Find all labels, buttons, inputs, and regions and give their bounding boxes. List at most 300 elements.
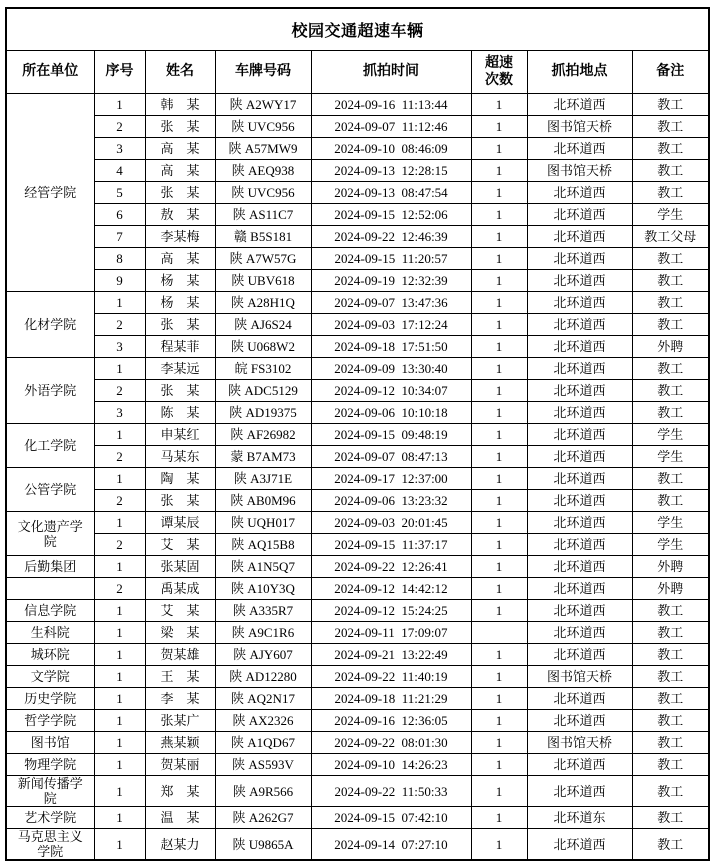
remark-cell: 教工 [632,292,709,314]
table-row [6,754,709,776]
serial-cell: 1 [94,622,145,644]
remark-cell: 教工父母 [632,226,709,248]
remark-cell: 教工 [632,688,709,710]
time-cell: 2024-09-19 12:32:39 [311,270,471,292]
remark-cell: 教工 [632,468,709,490]
name-cell: 李 某 [145,688,215,710]
time-cell: 2024-09-22 12:26:41 [311,556,471,578]
name-cell: 高 某 [145,160,215,182]
remark-cell: 教工 [632,314,709,336]
serial-cell: 2 [94,490,145,512]
table-row [6,622,709,644]
time-cell: 2024-09-18 11:21:29 [311,688,471,710]
table-row [6,468,709,490]
plate-cell: 赣 B5S181 [215,226,311,248]
count-cell: 1 [471,138,527,160]
plate-cell: 陕 AQ2N17 [215,688,311,710]
table-head [6,8,709,94]
location-cell: 北环道西 [527,380,632,402]
count-cell: 1 [471,424,527,446]
location-cell: 图书馆天桥 [527,160,632,182]
remark-cell: 教工 [632,380,709,402]
count-cell: 1 [471,534,527,556]
plate-cell: 皖 FS3102 [215,358,311,380]
serial-cell: 1 [94,600,145,622]
table-row [6,534,709,556]
remark-cell: 教工 [632,807,709,829]
remark-cell: 学生 [632,446,709,468]
unit-cell: 艺术学院 [6,807,94,829]
plate-cell: 陕 ADC5129 [215,380,311,402]
count-cell: 1 [471,358,527,380]
time-cell: 2024-09-15 11:37:17 [311,534,471,556]
table-row [6,402,709,424]
location-cell: 北环道西 [527,600,632,622]
column-header-serial: 序号 [94,51,145,94]
name-cell: 陈 某 [145,402,215,424]
remark-cell: 教工 [632,710,709,732]
name-cell: 张 某 [145,380,215,402]
count-cell: 1 [471,402,527,424]
location-cell: 北环道西 [527,358,632,380]
column-header-name: 姓名 [145,51,215,94]
location-cell: 北环道西 [527,336,632,358]
serial-cell: 7 [94,226,145,248]
remark-cell: 教工 [632,160,709,182]
name-cell: 张某固 [145,556,215,578]
unit-cell: 化工学院 [6,424,94,468]
count-cell: 1 [471,94,527,116]
count-cell: 1 [471,776,527,807]
name-cell: 郑 某 [145,776,215,807]
unit-cell: 物理学院 [6,754,94,776]
serial-cell: 6 [94,204,145,226]
time-cell: 2024-09-13 08:47:54 [311,182,471,204]
table-row [6,380,709,402]
location-cell: 北环道东 [527,807,632,829]
table-row [6,314,709,336]
location-cell: 图书馆天桥 [527,732,632,754]
count-cell: 1 [471,336,527,358]
serial-cell: 5 [94,182,145,204]
unit-cell: 城环院 [6,644,94,666]
location-cell: 北环道西 [527,622,632,644]
speeding-vehicles-table [5,7,710,861]
count-cell: 1 [471,710,527,732]
unit-cell: 公管学院 [6,468,94,512]
time-cell: 2024-09-15 09:48:19 [311,424,471,446]
time-cell: 2024-09-09 13:30:40 [311,358,471,380]
name-cell: 陶 某 [145,468,215,490]
plate-cell: 陕 AS11C7 [215,204,311,226]
table-row [6,829,709,861]
plate-cell: 陕 A10Y3Q [215,578,311,600]
time-cell: 2024-09-15 07:42:10 [311,807,471,829]
location-cell: 北环道西 [527,688,632,710]
remark-cell: 教工 [632,732,709,754]
count-cell: 1 [471,446,527,468]
column-header-unit: 所在单位 [6,51,94,94]
table-row [6,732,709,754]
unit-cell: 生科院 [6,622,94,644]
serial-cell: 1 [94,512,145,534]
count-cell: 1 [471,807,527,829]
name-cell: 贺某丽 [145,754,215,776]
serial-cell: 1 [94,829,145,861]
unit-cell: 经管学院 [6,94,94,292]
remark-cell: 外聘 [632,578,709,600]
count-cell: 1 [471,644,527,666]
serial-cell: 1 [94,292,145,314]
serial-cell: 2 [94,446,145,468]
serial-cell: 1 [94,468,145,490]
count-cell: 1 [471,468,527,490]
location-cell: 北环道西 [527,424,632,446]
serial-cell: 1 [94,556,145,578]
plate-cell: 陕 A2WY17 [215,94,311,116]
time-cell: 2024-09-07 08:47:13 [311,446,471,468]
time-cell: 2024-09-07 11:12:46 [311,116,471,138]
name-cell: 敖 某 [145,204,215,226]
table-row [6,358,709,380]
name-cell: 程某菲 [145,336,215,358]
time-cell: 2024-09-12 10:34:07 [311,380,471,402]
plate-cell: 陕 AF26982 [215,424,311,446]
location-cell: 北环道西 [527,182,632,204]
serial-cell: 1 [94,644,145,666]
table-row [6,204,709,226]
name-cell: 梁 某 [145,622,215,644]
location-cell: 图书馆天桥 [527,116,632,138]
plate-cell: 陕 A262G7 [215,807,311,829]
location-cell: 北环道西 [527,468,632,490]
time-cell: 2024-09-22 11:40:19 [311,666,471,688]
plate-cell: 陕 A3J71E [215,468,311,490]
time-cell: 2024-09-06 10:10:18 [311,402,471,424]
time-cell: 2024-09-18 17:51:50 [311,336,471,358]
plate-cell: 陕 U068W2 [215,336,311,358]
time-cell: 2024-09-11 17:09:07 [311,622,471,644]
location-cell: 北环道西 [527,578,632,600]
count-cell: 1 [471,380,527,402]
time-cell: 2024-09-22 11:50:33 [311,776,471,807]
time-cell: 2024-09-15 11:20:57 [311,248,471,270]
count-cell: 1 [471,182,527,204]
name-cell: 杨 某 [145,292,215,314]
table-row [6,116,709,138]
remark-cell: 教工 [632,644,709,666]
unit-cell: 文学院 [6,666,94,688]
name-cell: 王 某 [145,666,215,688]
table-row [6,600,709,622]
table-row [6,776,709,807]
plate-cell: 陕 A9R566 [215,776,311,807]
location-cell: 北环道西 [527,446,632,468]
time-cell: 2024-09-17 12:37:00 [311,468,471,490]
remark-cell: 学生 [632,204,709,226]
time-cell: 2024-09-12 15:24:25 [311,600,471,622]
table-row [6,138,709,160]
plate-cell: 陕 AJ6S24 [215,314,311,336]
table-row [6,182,709,204]
table-row [6,292,709,314]
name-cell: 艾 某 [145,600,215,622]
table-body [6,94,709,861]
remark-cell: 学生 [632,424,709,446]
plate-cell: 陕 A57MW9 [215,138,311,160]
remark-cell: 教工 [632,270,709,292]
plate-cell: 陕 U9865A [215,829,311,861]
count-cell: 1 [471,490,527,512]
location-cell: 北环道西 [527,204,632,226]
column-header-remark: 备注 [632,51,709,94]
plate-cell: 陕 AEQ938 [215,160,311,182]
header-row [6,51,709,94]
count-cell: 1 [471,512,527,534]
table-row [6,94,709,116]
plate-cell: 陕 AB0M96 [215,490,311,512]
location-cell: 图书馆天桥 [527,666,632,688]
remark-cell: 外聘 [632,336,709,358]
location-cell: 北环道西 [527,490,632,512]
column-header-plate: 车牌号码 [215,51,311,94]
serial-cell: 1 [94,688,145,710]
serial-cell: 2 [94,314,145,336]
serial-cell: 3 [94,336,145,358]
remark-cell: 教工 [632,666,709,688]
time-cell: 2024-09-14 07:27:10 [311,829,471,861]
table-row [6,490,709,512]
plate-cell: 陕 A7W57G [215,248,311,270]
remark-cell: 教工 [632,754,709,776]
name-cell: 张 某 [145,182,215,204]
remark-cell: 教工 [632,622,709,644]
location-cell: 北环道西 [527,754,632,776]
plate-cell: 陕 A335R7 [215,600,311,622]
remark-cell: 教工 [632,358,709,380]
name-cell: 马某东 [145,446,215,468]
remark-cell: 学生 [632,512,709,534]
name-cell: 申某红 [145,424,215,446]
time-cell: 2024-09-22 08:01:30 [311,732,471,754]
count-cell: 1 [471,314,527,336]
table-row [6,644,709,666]
name-cell: 高 某 [145,248,215,270]
column-header-capture-time: 抓拍时间 [311,51,471,94]
location-cell: 北环道西 [527,138,632,160]
count-cell: 1 [471,270,527,292]
unit-cell: 新闻传播学院 [6,776,94,807]
name-cell: 燕某颖 [145,732,215,754]
name-cell: 张 某 [145,116,215,138]
count-cell: 1 [471,732,527,754]
time-cell: 2024-09-06 13:23:32 [311,490,471,512]
count-cell: 1 [471,666,527,688]
plate-cell: 陕 UBV618 [215,270,311,292]
time-cell: 2024-09-21 13:22:49 [311,644,471,666]
serial-cell: 2 [94,578,145,600]
unit-cell: 哲学学院 [6,710,94,732]
table-row [6,226,709,248]
time-cell: 2024-09-12 14:42:12 [311,578,471,600]
name-cell: 张 某 [145,490,215,512]
plate-cell: 陕 AD19375 [215,402,311,424]
remark-cell: 教工 [632,182,709,204]
remark-cell: 教工 [632,776,709,807]
column-header-capture-location: 抓拍地点 [527,51,632,94]
name-cell: 谭某辰 [145,512,215,534]
location-cell: 北环道西 [527,776,632,807]
plate-cell: 陕 A28H1Q [215,292,311,314]
location-cell: 北环道西 [527,226,632,248]
time-cell: 2024-09-10 08:46:09 [311,138,471,160]
remark-cell: 教工 [632,94,709,116]
name-cell: 张 某 [145,314,215,336]
count-cell: 1 [471,292,527,314]
time-cell: 2024-09-10 14:26:23 [311,754,471,776]
name-cell: 温 某 [145,807,215,829]
unit-cell: 图书馆 [6,732,94,754]
name-cell: 艾 某 [145,534,215,556]
serial-cell: 3 [94,402,145,424]
unit-cell: 历史学院 [6,688,94,710]
count-cell: 1 [471,578,527,600]
column-header-speeding-count: 超速次数 [471,51,527,94]
remark-cell: 教工 [632,490,709,512]
plate-cell: 蒙 B7AM73 [215,446,311,468]
count-cell: 1 [471,226,527,248]
serial-cell: 2 [94,534,145,556]
table-row [6,807,709,829]
remark-cell: 学生 [632,534,709,556]
count-cell: 1 [471,688,527,710]
time-cell: 2024-09-16 12:36:05 [311,710,471,732]
table-row [6,666,709,688]
location-cell: 北环道西 [527,248,632,270]
serial-cell: 1 [94,754,145,776]
serial-cell: 1 [94,807,145,829]
name-cell: 杨 某 [145,270,215,292]
table-row [6,688,709,710]
plate-cell: 陕 UVC956 [215,182,311,204]
serial-cell: 9 [94,270,145,292]
unit-cell: 外语学院 [6,358,94,424]
name-cell: 赵某力 [145,829,215,861]
serial-cell: 1 [94,666,145,688]
table-row [6,710,709,732]
count-cell: 1 [471,248,527,270]
serial-cell: 1 [94,424,145,446]
serial-cell: 1 [94,358,145,380]
serial-cell: 1 [94,94,145,116]
time-cell: 2024-09-22 12:46:39 [311,226,471,248]
time-cell: 2024-09-15 12:52:06 [311,204,471,226]
count-cell: 1 [471,754,527,776]
name-cell: 李某远 [145,358,215,380]
table-row [6,248,709,270]
plate-cell: 陕 A9C1R6 [215,622,311,644]
table-row [6,160,709,182]
location-cell: 北环道西 [527,94,632,116]
location-cell: 北环道西 [527,829,632,861]
plate-cell: 陕 A1QD67 [215,732,311,754]
location-cell: 北环道西 [527,270,632,292]
location-cell: 北环道西 [527,644,632,666]
remark-cell: 教工 [632,138,709,160]
name-cell: 禹某成 [145,578,215,600]
plate-cell: 陕 AX2326 [215,710,311,732]
table-row [6,336,709,358]
location-cell: 北环道西 [527,710,632,732]
remark-cell: 外聘 [632,556,709,578]
location-cell: 北环道西 [527,292,632,314]
unit-cell: 文化遗产学院 [6,512,94,556]
table-row [6,446,709,468]
unit-cell [6,578,94,600]
serial-cell: 1 [94,776,145,807]
serial-cell: 3 [94,138,145,160]
table-row [6,512,709,534]
location-cell: 北环道西 [527,512,632,534]
table-row [6,424,709,446]
plate-cell: 陕 UVC956 [215,116,311,138]
table-title: 校园交通超速车辆 [6,8,709,51]
table-row [6,270,709,292]
name-cell: 高 某 [145,138,215,160]
count-cell [471,622,527,644]
plate-cell: 陕 AJY607 [215,644,311,666]
remark-cell: 教工 [632,248,709,270]
time-cell: 2024-09-03 17:12:24 [311,314,471,336]
unit-cell: 马克思主义学院 [6,829,94,861]
location-cell: 北环道西 [527,402,632,424]
plate-cell: 陕 AQ15B8 [215,534,311,556]
serial-cell: 1 [94,732,145,754]
serial-cell: 2 [94,116,145,138]
time-cell: 2024-09-13 12:28:15 [311,160,471,182]
serial-cell: 4 [94,160,145,182]
time-cell: 2024-09-07 13:47:36 [311,292,471,314]
count-cell: 1 [471,556,527,578]
remark-cell: 教工 [632,116,709,138]
location-cell: 北环道西 [527,556,632,578]
title-row [6,8,709,51]
plate-cell: 陕 AS593V [215,754,311,776]
count-cell: 1 [471,600,527,622]
time-cell: 2024-09-03 20:01:45 [311,512,471,534]
serial-cell: 1 [94,710,145,732]
serial-cell: 2 [94,380,145,402]
serial-cell: 8 [94,248,145,270]
table-row [6,556,709,578]
count-cell: 1 [471,204,527,226]
count-cell: 1 [471,829,527,861]
count-cell: 1 [471,160,527,182]
unit-cell: 后勤集团 [6,556,94,578]
plate-cell: 陕 AD12280 [215,666,311,688]
time-cell: 2024-09-16 11:13:44 [311,94,471,116]
unit-cell: 信息学院 [6,600,94,622]
count-cell: 1 [471,116,527,138]
remark-cell: 教工 [632,600,709,622]
plate-cell: 陕 UQH017 [215,512,311,534]
name-cell: 李某梅 [145,226,215,248]
name-cell: 张某广 [145,710,215,732]
name-cell: 贺某雄 [145,644,215,666]
location-cell: 北环道西 [527,314,632,336]
location-cell: 北环道西 [527,534,632,556]
plate-cell: 陕 A1N5Q7 [215,556,311,578]
